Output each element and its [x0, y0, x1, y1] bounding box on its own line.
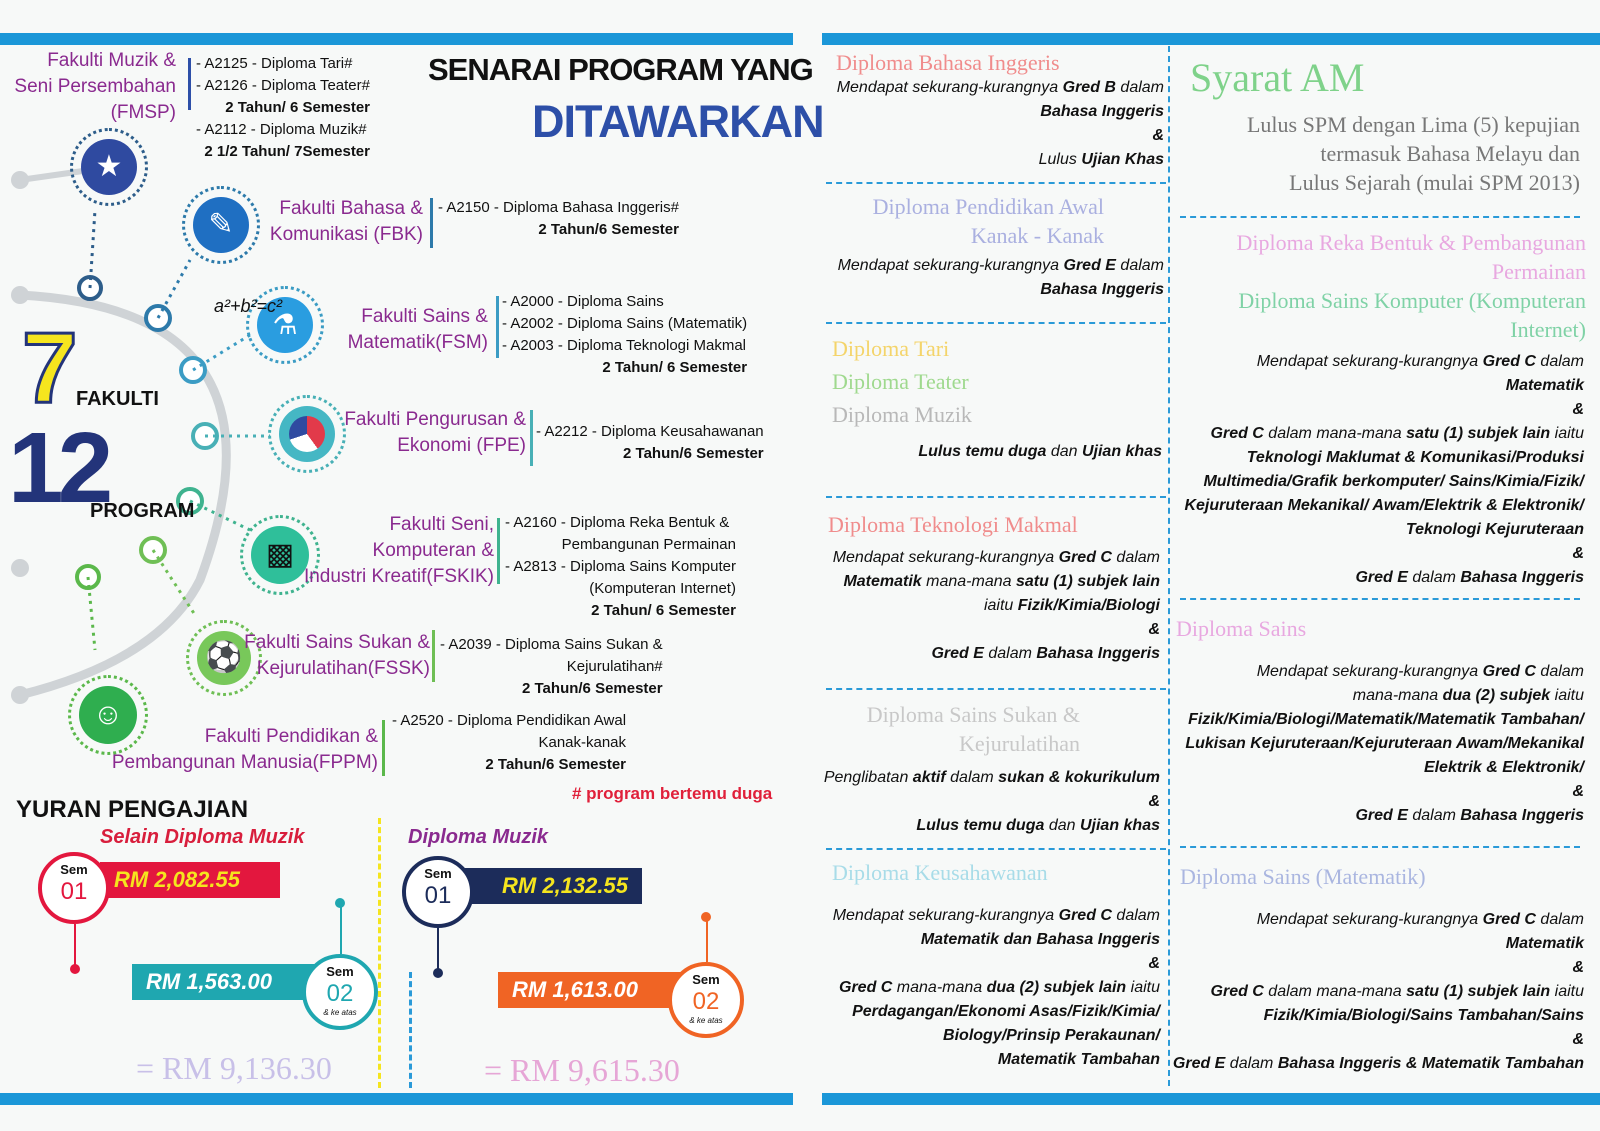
req-sains-matematik: Mendapat sekurang-kurangnya Gred C dalam Matematik & Gred C dalam mana-mana satu (1) subjek lain iaitu Fizik/Kimia/Biologi/Sains Tambahan/Sains & Gred E dalam Bahasa Inggeris & Matematik Tambahan	[1172, 911, 1584, 1072]
program-list-fppm: - A2520 - Diploma Pendidikan Awal Kanak-kanak 2 Tahun/6 Semester	[392, 712, 627, 773]
faculty-divider	[497, 518, 500, 584]
req-title-komputer: Diploma Reka Bentuk & Pembangunan Permainan Diploma Sains Komputer (Komputeran Internet)	[1236, 230, 1586, 342]
fees-title: YURAN PENGAJIAN	[16, 796, 249, 823]
req-title-pendidikan: Diploma Pendidikan Awal Kanak - Kanak	[872, 194, 1104, 248]
faculty-name-fmsp: Fakulti Muzik & Seni Persembahan (FMSP)	[14, 50, 176, 123]
faculty-name-fsm: Fakulti Sains & Matematik(FSM)	[347, 306, 488, 353]
fees-divider-top	[378, 818, 381, 1088]
section-divider	[1180, 216, 1580, 218]
fee-non-music-total: = RM 9,136.30	[136, 1050, 332, 1086]
fees-music-label: Diploma Muzik	[408, 826, 549, 848]
badge-dot	[335, 898, 345, 908]
badge-stem	[74, 924, 76, 968]
req-sains: Mendapat sekurang-kurangnya Gred C dalam mana-mana dua (2) subjek iaitu Fizik/Kimia/Biologi/Matematik/Matematik Tambahan/ Lukisan Kejuruteraan/Kejuruteraan Awam/Mekanikal Elektrik & Elektronik/ & Gred E dalam Bahasa Inggeris	[1185, 663, 1584, 824]
faculty-divider	[432, 630, 435, 682]
section-divider	[826, 848, 1166, 850]
req-keusahawanan: Mendapat sekurang-kurangnya Gred C dalam Matematik dan Bahasa Inggeris & Gred C mana-mana dua (2) subjek lain iaitu Perdagangan/Ekonomi Asas/Fizik/Kimia/ Biology/Prinsip Perakaunan/ Matematik Tambahan	[832, 907, 1160, 1068]
sem2-badge: Sem 02 & ke atas	[302, 954, 378, 1030]
formula-text: a²+b²=c²	[214, 296, 283, 316]
page-title-line2: DITAWARKAN	[532, 96, 824, 147]
faculty-divider	[430, 198, 433, 248]
section-divider	[826, 688, 1166, 690]
badge-stem	[340, 904, 342, 954]
faculty-name-fpe: Fakulti Pengurusan & Ekonomi (FPE)	[344, 409, 526, 456]
req-title-sains: Diploma Sains	[1176, 616, 1307, 641]
top-bar-right	[822, 33, 1600, 45]
program-list-fmsp: - A2125 - Diploma Tari# - A2126 - Diploma Teater# 2 Tahun/ 6 Semester - A2112 - Diploma Muzik# 2 1/2 Tahun/ 7Semester	[196, 55, 370, 160]
faculty-divider	[382, 720, 385, 776]
fees-divider-bottom	[409, 972, 412, 1088]
page-title-line1: SENARAI PROGRAM YANG	[428, 52, 813, 87]
fee-music-total: = RM 9,615.30	[484, 1052, 680, 1088]
theater-mask-icon: ★	[70, 128, 148, 206]
faculty-name-fbk: Fakulti Bahasa & Komunikasi (FBK)	[269, 198, 423, 245]
faculty-divider	[496, 296, 499, 358]
top-bar-left	[0, 33, 793, 45]
req-title-sukan: Diploma Sains Sukan & Kejurulatihan	[866, 702, 1080, 756]
sem2-badge: Sem 02 & ke atas	[668, 962, 744, 1038]
fee-non-music-sem2: RM 1,563.00	[132, 964, 330, 1000]
section-divider	[1180, 598, 1580, 600]
program-list-fpe: - A2212 - Diploma Keusahawanan 2 Tahun/6 Semester	[536, 423, 764, 462]
badge-stem	[437, 928, 439, 972]
section-divider	[826, 322, 1166, 324]
footnote: # program bertemu duga	[572, 784, 773, 803]
req-title-seni: Diploma Tari Diploma Teater Diploma Muzik	[832, 336, 972, 427]
req-makmal: Mendapat sekurang-kurangnya Gred C dalam Matematik mana-mana satu (1) subjek lain iaitu Fizik/Kimia/Biologi & Gred E dalam Bahasa Inggeris	[832, 549, 1160, 662]
faculty-name-fssk: Fakulti Sains Sukan & Kejurulatihan(FSSK)	[244, 632, 430, 679]
computer-camera-icon: ▩	[240, 515, 320, 595]
fee-non-music-sem1: RM 2,082.55	[100, 862, 280, 898]
bottom-bar-left	[0, 1093, 793, 1105]
faculty-name-fskik: Fakulti Seni, Komputeran & Industri Kreatif(FSKIK)	[303, 514, 494, 587]
sem1-badge: Sem 01	[38, 852, 110, 924]
program-list-fbk: - A2150 - Diploma Bahasa Inggeris# 2 Tahun/6 Semester	[438, 199, 679, 238]
req-bi: Mendapat sekurang-kurangnya Gred B dalam Bahasa Inggeris & Lulus Ujian Khas	[836, 79, 1164, 168]
program-list-fsm: - A2000 - Diploma Sains - A2002 - Diploma Sains (Matematik) - A2003 - Diploma Teknologi Makmal 2 Tahun/ 6 Semester	[502, 293, 748, 376]
badge-dot	[701, 912, 711, 922]
badge-dot	[70, 964, 80, 974]
program-count: 12	[8, 412, 108, 524]
section-divider	[1180, 846, 1580, 848]
child-books-icon: ☺	[68, 675, 148, 755]
req-title-keusahawanan: Diploma Keusahawanan	[832, 860, 1048, 885]
req-komputer: Mendapat sekurang-kurangnya Gred C dalam Matematik & Gred C dalam mana-mana satu (1) subjek lain iaitu Teknologi Maklumat & Komunikasi/Produksi Multimedia/Grafik berkomputer/ Sains/Kimia/Fizik/ Kejuruteraan Mekanikal/ Awam/Elektrik & Elektronik/ Teknologi Kejuruteraan & Gred E dalam Bahasa Inggeris	[1184, 353, 1584, 586]
req-title-bi: Diploma Bahasa Inggeris	[836, 50, 1060, 75]
pen-book-icon: ✎	[182, 186, 260, 264]
general-title: Syarat AM	[1190, 55, 1365, 100]
section-divider	[826, 496, 1166, 498]
fee-music-sem2: RM 1,613.00	[498, 972, 696, 1008]
badge-stem	[706, 920, 708, 962]
req-title-makmal: Diploma Teknologi Makmal	[828, 512, 1078, 537]
faculty-count: 7	[22, 312, 78, 424]
badge-dot	[433, 968, 443, 978]
faculty-divider	[188, 58, 191, 110]
globe-sports-icon: ⚽	[186, 620, 262, 696]
req-title-sains-matematik: Diploma Sains (Matematik)	[1180, 864, 1426, 889]
program-list-fskik: - A2160 - Diploma Reka Bentuk & Pembangunan Permainan - A2813 - Diploma Sains Komputer (Komputeran Internet) 2 Tahun/ 6 Semester	[505, 514, 736, 619]
sem1-badge: Sem 01	[402, 856, 474, 928]
general-requirements: Lulus SPM dengan Lima (5) kepujian termasuk Bahasa Melayu dan Lulus Sejarah (mulai SPM 2013)	[1246, 112, 1580, 195]
fees-non-music-label: Selain Diploma Muzik	[100, 826, 305, 848]
program-list-fssk: - A2039 - Diploma Sains Sukan & Kejurulatihan# 2 Tahun/6 Semester	[440, 636, 663, 697]
faculty-name-fppm: Fakulti Pendidikan & Pembangunan Manusia(FPPM)	[111, 726, 378, 773]
req-seni: Lulus temu duga dan Ujian khas	[918, 443, 1162, 460]
fee-music-sem1: RM 2,132.55	[434, 868, 642, 904]
flask-formula-icon: ⚗	[246, 286, 324, 364]
req-pendidikan: Mendapat sekurang-kurangnya Gred E dalam Bahasa Inggeris	[837, 257, 1164, 298]
faculty-label: FAKULTI	[76, 388, 159, 410]
column-divider	[1168, 46, 1170, 1086]
pie-chart-icon	[268, 395, 346, 473]
req-sukan: Penglibatan aktif dalam sukan & kokurikulum & Lulus temu duga dan Ujian khas	[823, 769, 1160, 834]
faculty-divider	[530, 410, 533, 466]
bottom-bar-right	[822, 1093, 1600, 1105]
program-label: PROGRAM	[90, 500, 195, 522]
section-divider	[826, 182, 1166, 184]
